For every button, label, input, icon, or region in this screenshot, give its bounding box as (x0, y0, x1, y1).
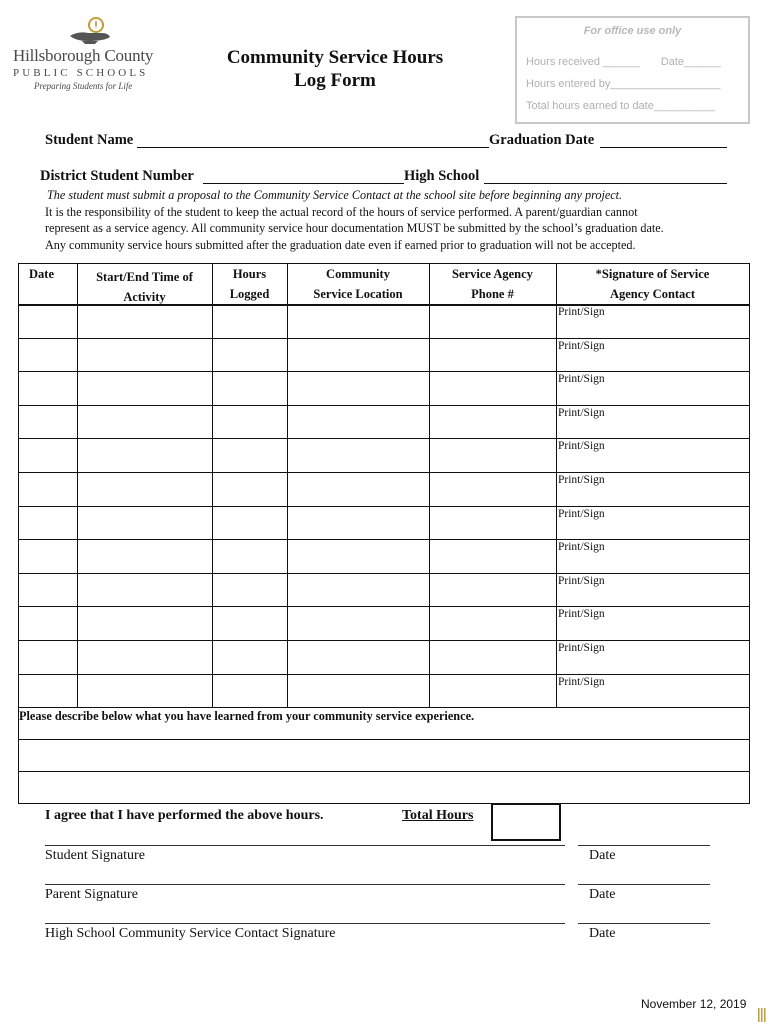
column-header-line-2: Logged (229, 287, 270, 301)
table-row[interactable] (19, 606, 749, 640)
student-name-label: Student Name (45, 132, 134, 148)
instruction-line-2: represent as a service agency. All community service hour documentation MUST be submitted by the school’s graduation date. (45, 221, 664, 235)
service-log-table (18, 263, 750, 804)
instructions (45, 187, 755, 253)
print-sign-label: Print/Sign (558, 474, 605, 486)
print-sign-label: Print/Sign (558, 373, 605, 386)
column-header-2 (77, 267, 212, 307)
table-row[interactable] (19, 640, 749, 674)
description-line (19, 707, 749, 708)
student-signature-label: Student Signature (45, 848, 145, 863)
table-row[interactable] (19, 371, 749, 405)
logo-name: Hillsborough County (13, 46, 154, 65)
table-row[interactable] (19, 438, 749, 472)
print-sign-label: Print/Sign (558, 608, 605, 621)
student-signature-line[interactable] (45, 845, 565, 846)
parent-date-line[interactable] (578, 884, 710, 885)
contact-signature-line[interactable] (45, 923, 565, 924)
column-header-line-1: Date (29, 267, 54, 281)
hours-received-field: Hours received ______ Date______ (526, 56, 721, 68)
parent-signature-line[interactable] (45, 884, 565, 885)
print-sign-label: Print/Sign (558, 406, 605, 419)
print-sign-label: Print/Sign (558, 541, 605, 554)
parent-date-label: Date (589, 887, 616, 902)
table-row[interactable] (19, 338, 749, 372)
table-row[interactable] (19, 573, 749, 607)
column-header-line-1: Service Agency (452, 267, 533, 281)
agreement-statement: I agree that I have performed the above hours. (45, 808, 324, 823)
column-header-5 (429, 264, 556, 304)
student-date-line[interactable] (578, 845, 710, 846)
total-hours-box[interactable] (491, 803, 561, 841)
graduation-date-line[interactable] (600, 133, 727, 148)
high-school-line[interactable] (484, 169, 727, 184)
table-row[interactable] (19, 674, 749, 708)
column-header-line-1: *Signature of Service (595, 267, 710, 281)
print-sign-label: Print/Sign (558, 574, 605, 587)
student-name-line[interactable] (137, 133, 489, 148)
print-sign-label: Print/Sign (558, 306, 605, 318)
instruction-line-1: It is the responsibility of the student to keep the actual record of the hours of service performed. A parent/guardian cannot (45, 204, 638, 219)
logo-tagline: Preparing Students for Life (34, 81, 133, 91)
total-hours-label: Total Hours (402, 808, 474, 823)
proposal-instruction: The student must submit a proposal to the Community Service Contact at the school site before beginning any project. (47, 188, 623, 202)
total-hours-earned-field: Total hours earned to date__________ (526, 100, 715, 112)
describe-prompt: Please describe below what you have learned from your community service experience. (19, 709, 475, 724)
print-sign-label: Print/Sign (558, 339, 605, 352)
contact-date-line[interactable] (578, 923, 710, 924)
column-header-1 (19, 264, 77, 284)
district-number-line[interactable] (203, 169, 404, 184)
table-row[interactable] (19, 405, 749, 439)
contact-signature-label: High School Community Service Contact Signature (45, 926, 336, 941)
district-logo (10, 12, 160, 92)
column-header-6 (556, 264, 749, 304)
column-header-line-1: Start/End Time of (96, 270, 193, 284)
table-row[interactable] (19, 506, 749, 540)
title-line-1: Community Service Hours (226, 47, 444, 68)
title-line-2: Log Form (294, 70, 376, 91)
column-header-3 (212, 264, 287, 304)
graduation-date-label: Graduation Date (489, 132, 595, 148)
column-header-line-1: Community (326, 267, 390, 281)
contact-date-label: Date (589, 926, 616, 941)
print-sign-label: Print/Sign (558, 507, 605, 520)
print-sign-label: Print/Sign (558, 642, 605, 654)
office-use-title: For office use only (583, 25, 682, 37)
instruction-line-3: Any community service hours submitted after the graduation date even if earned prior to graduation will not be accepted. (45, 237, 636, 252)
parent-signature-label: Parent Signature (45, 887, 138, 902)
column-header-line-2: Agency Contact (609, 287, 696, 301)
print-sign-label: Print/Sign (558, 675, 605, 688)
district-number-label: District Student Number (40, 168, 194, 184)
table-row[interactable] (19, 472, 749, 506)
office-use-box (515, 16, 750, 124)
table-row[interactable] (19, 539, 749, 573)
column-header-line-1: Hours (232, 267, 267, 281)
logo-subtitle: PUBLIC SCHOOLS (13, 67, 149, 79)
student-date-label: Date (589, 848, 616, 863)
hours-entered-field: Hours entered by__________________ (526, 78, 721, 90)
office-date-field: Date______ (660, 56, 721, 68)
column-header-line-2: Phone # (471, 287, 514, 301)
column-header-line-2: Activity (123, 290, 166, 304)
lamp-of-knowledge-icon (68, 16, 112, 44)
footer-date: November 12, 2019 (641, 997, 747, 1011)
description-area[interactable] (19, 739, 749, 802)
table-row[interactable] (19, 304, 749, 338)
print-sign-label: Print/Sign (558, 440, 605, 453)
page-title (200, 46, 470, 92)
column-header-4 (287, 264, 429, 304)
high-school-label: High School (404, 168, 480, 184)
page-mark-icon (758, 1008, 766, 1022)
column-header-line-2: Service Location (313, 287, 403, 301)
